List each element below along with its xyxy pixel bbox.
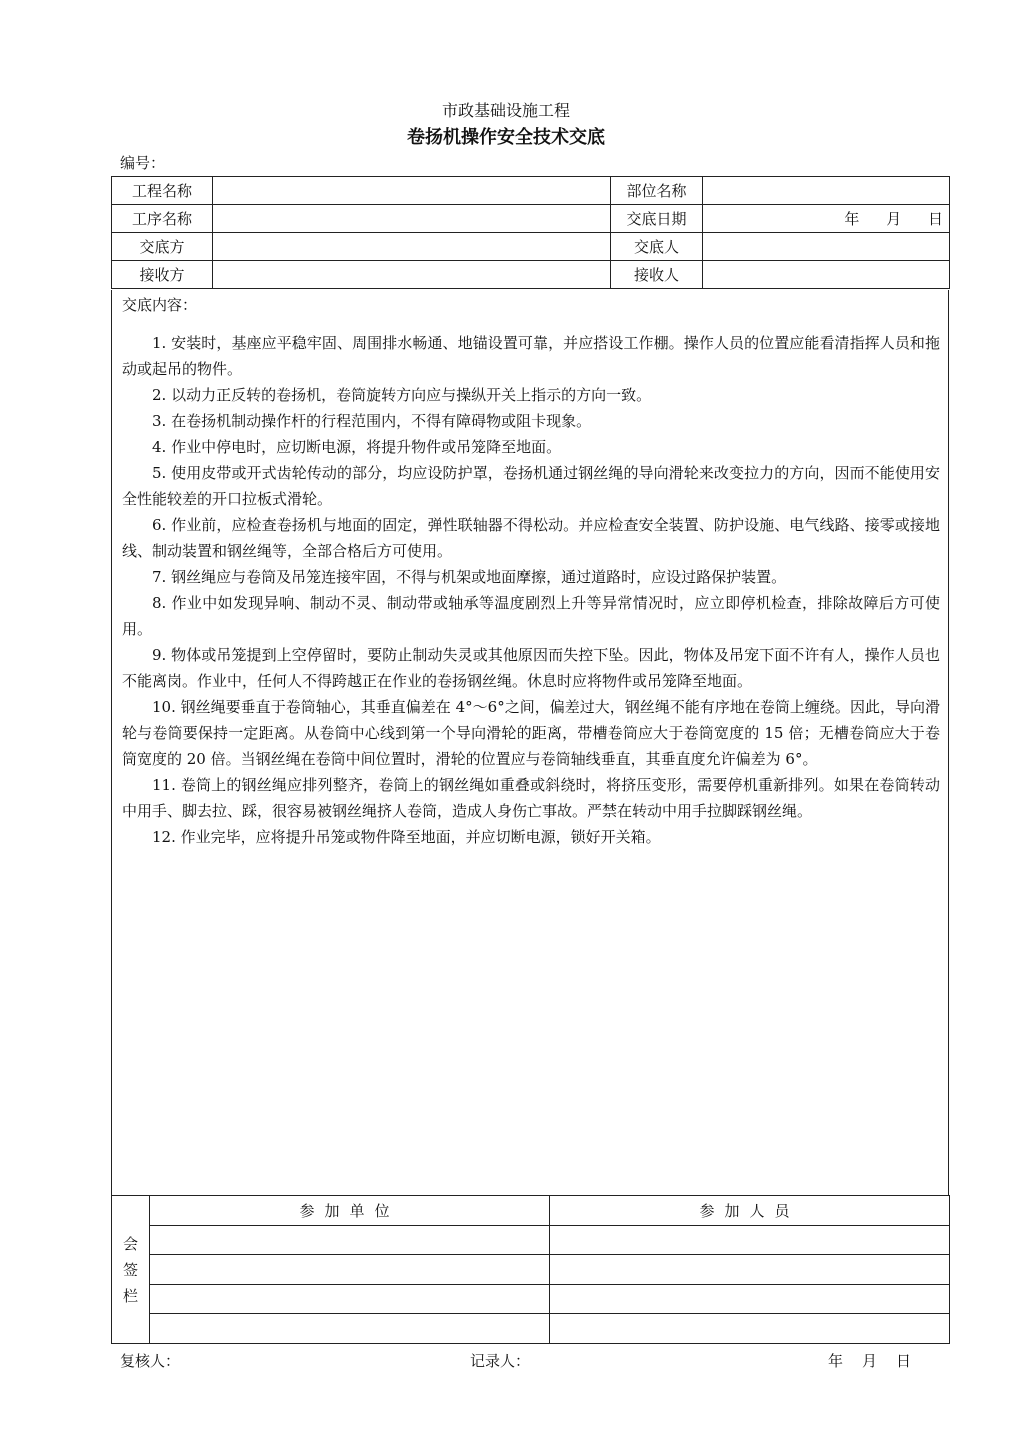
- receiver-party-field[interactable]: [213, 261, 611, 289]
- date-month-label: 月: [886, 210, 902, 228]
- document-title: 卷扬机操作安全技术交底: [407, 127, 605, 148]
- signoff-unit-cell[interactable]: [150, 1314, 550, 1344]
- receiver-party-label: 接收方: [112, 261, 213, 289]
- signoff-side-char-1: 会: [122, 1234, 138, 1253]
- signoff-unit-cell[interactable]: [150, 1255, 550, 1285]
- info-table: [111, 176, 950, 289]
- participating-person-header: 参加人员: [550, 1196, 950, 1226]
- info-row-project: [112, 177, 950, 205]
- process-name-field[interactable]: [213, 205, 611, 233]
- footer-month-label: 月: [862, 1352, 878, 1370]
- disclosure-content-box: [111, 290, 949, 1196]
- signoff-side-char-3: 栏: [122, 1286, 138, 1305]
- date-year-label: 年: [844, 210, 860, 228]
- project-name-label: 工程名称: [112, 177, 213, 205]
- info-row-discloser: [112, 233, 950, 261]
- process-name-label: 工序名称: [112, 205, 213, 233]
- signoff-row: [112, 1284, 950, 1314]
- content-item-6: 6. 作业前，应检查卷扬机与地面的固定，弹性联轴器不得松动。并应检查安全装置、防护设施、电气线路、接零或接地线、制动装置和钢丝绳等，全部合格后方可使用。: [122, 516, 940, 560]
- content-item-10: 10. 钢丝绳要垂直于卷筒轴心，其垂直偏差在 4°～6°之间，偏差过大，钢丝绳不能有序地在卷筒上缠绕。因此，导向滑轮与卷筒要保持一定距离。从卷筒中心线到第一个导向滑轮的距离，带槽卷筒应大于卷筒宽度的 15 倍；无槽卷筒应大于卷筒宽度的 20 倍。当钢丝绳在卷筒中间位置时，滑轮的位置应与卷筒轴线垂直，其垂直度允许偏差为 6°。: [122, 698, 940, 768]
- content-item-1: 1. 安装时，基座应平稳牢固、周围排水畅通、地锚设置可靠，并应搭设工作棚。操作人员的位置应能看清指挥人员和拖动或起吊的物件。: [122, 334, 940, 378]
- signoff-person-cell[interactable]: [550, 1225, 950, 1255]
- project-name-field[interactable]: [213, 177, 611, 205]
- disclosure-date-label: 交底日期: [611, 205, 703, 233]
- document-subtitle: 市政基础设施工程: [441, 101, 570, 120]
- discloser-party-label: 交底方: [112, 233, 213, 261]
- signoff-unit-cell[interactable]: [150, 1225, 550, 1255]
- disclosure-date-field[interactable]: [703, 205, 950, 233]
- signoff-unit-cell[interactable]: [150, 1284, 550, 1314]
- content-item-11: 11. 卷筒上的钢丝绳应排列整齐，卷筒上的钢丝绳如重叠或斜绕时，将挤压变形，需要停机重新排列。如果在卷筒转动中用手、脚去拉、踩，很容易被钢丝绳挤人卷筒，造成人身伤亡事故。严禁在转动中用手拉脚踩钢丝绳。: [122, 776, 940, 820]
- info-row-receiver: [112, 261, 950, 289]
- signoff-row: [112, 1225, 950, 1255]
- document-number-label: 编号：: [120, 154, 166, 172]
- content-item-7: 7. 钢丝绳应与卷筒及吊笼连接牢固，不得与机架或地面摩擦，通过道路时，应设过路保护装置。: [152, 568, 787, 586]
- signoff-row: [112, 1255, 950, 1285]
- receiver-person-label: 接收人: [611, 261, 703, 289]
- signoff-row: [112, 1314, 950, 1344]
- discloser-party-field[interactable]: [213, 233, 611, 261]
- content-item-8: 8. 作业中如发现异响、制动不灵、制动带或轴承等温度剧烈上升等异常情况时，应立即停机检查，排除故障后方可使用。: [122, 594, 940, 638]
- disclosure-content-label: 交底内容：: [122, 296, 198, 314]
- disclosure-content-body: [122, 330, 940, 850]
- reviewer-label: 复核人：: [120, 1352, 181, 1370]
- signoff-side-label: [112, 1196, 150, 1344]
- receiver-person-field[interactable]: [703, 261, 950, 289]
- discloser-person-label: 交底人: [611, 233, 703, 261]
- recorder-label: 记录人：: [470, 1352, 531, 1370]
- part-name-field[interactable]: [703, 177, 950, 205]
- participating-unit-header: 参加单位: [150, 1196, 550, 1226]
- signoff-table: [111, 1195, 950, 1344]
- signoff-side-char-2: 签: [122, 1260, 138, 1279]
- footer-year-label: 年: [828, 1352, 844, 1370]
- discloser-person-field[interactable]: [703, 233, 950, 261]
- part-name-label: 部位名称: [611, 177, 703, 205]
- footer-day-label: 日: [896, 1352, 912, 1370]
- date-day-label: 日: [927, 210, 943, 228]
- signoff-person-cell[interactable]: [550, 1255, 950, 1285]
- content-item-4: 4. 作业中停电时，应切断电源，将提升物件或吊笼降至地面。: [152, 438, 562, 456]
- content-item-12: 12. 作业完毕，应将提升吊笼或物件降至地面，并应切断电源，锁好开关箱。: [152, 828, 661, 846]
- content-item-3: 3. 在卷扬机制动操作杆的行程范围内，不得有障碍物或阻卡现象。: [152, 412, 592, 430]
- content-item-9: 9. 物体或吊笼提到上空停留时，要防止制动失灵或其他原因而失控下坠。因此，物体及吊宠下面不许有人，操作人员也不能离岗。作业中，任何人不得跨越正在作业的卷扬钢丝绳。休息时应将物件或吊笼降至地面。: [122, 646, 940, 690]
- signoff-person-cell[interactable]: [550, 1284, 950, 1314]
- info-row-process: [112, 205, 950, 233]
- signoff-header-row: [112, 1196, 950, 1226]
- content-item-2: 2. 以动力正反转的卷扬机，卷筒旋转方向应与操纵开关上指示的方向一致。: [152, 386, 652, 404]
- signoff-person-cell[interactable]: [550, 1314, 950, 1344]
- content-item-5: 5. 使用皮带或开式齿轮传动的部分，均应设防护罩，卷扬机通过钢丝绳的导向滑轮来改变拉力的方向，因而不能使用安全性能较差的开口拉板式滑轮。: [122, 464, 940, 508]
